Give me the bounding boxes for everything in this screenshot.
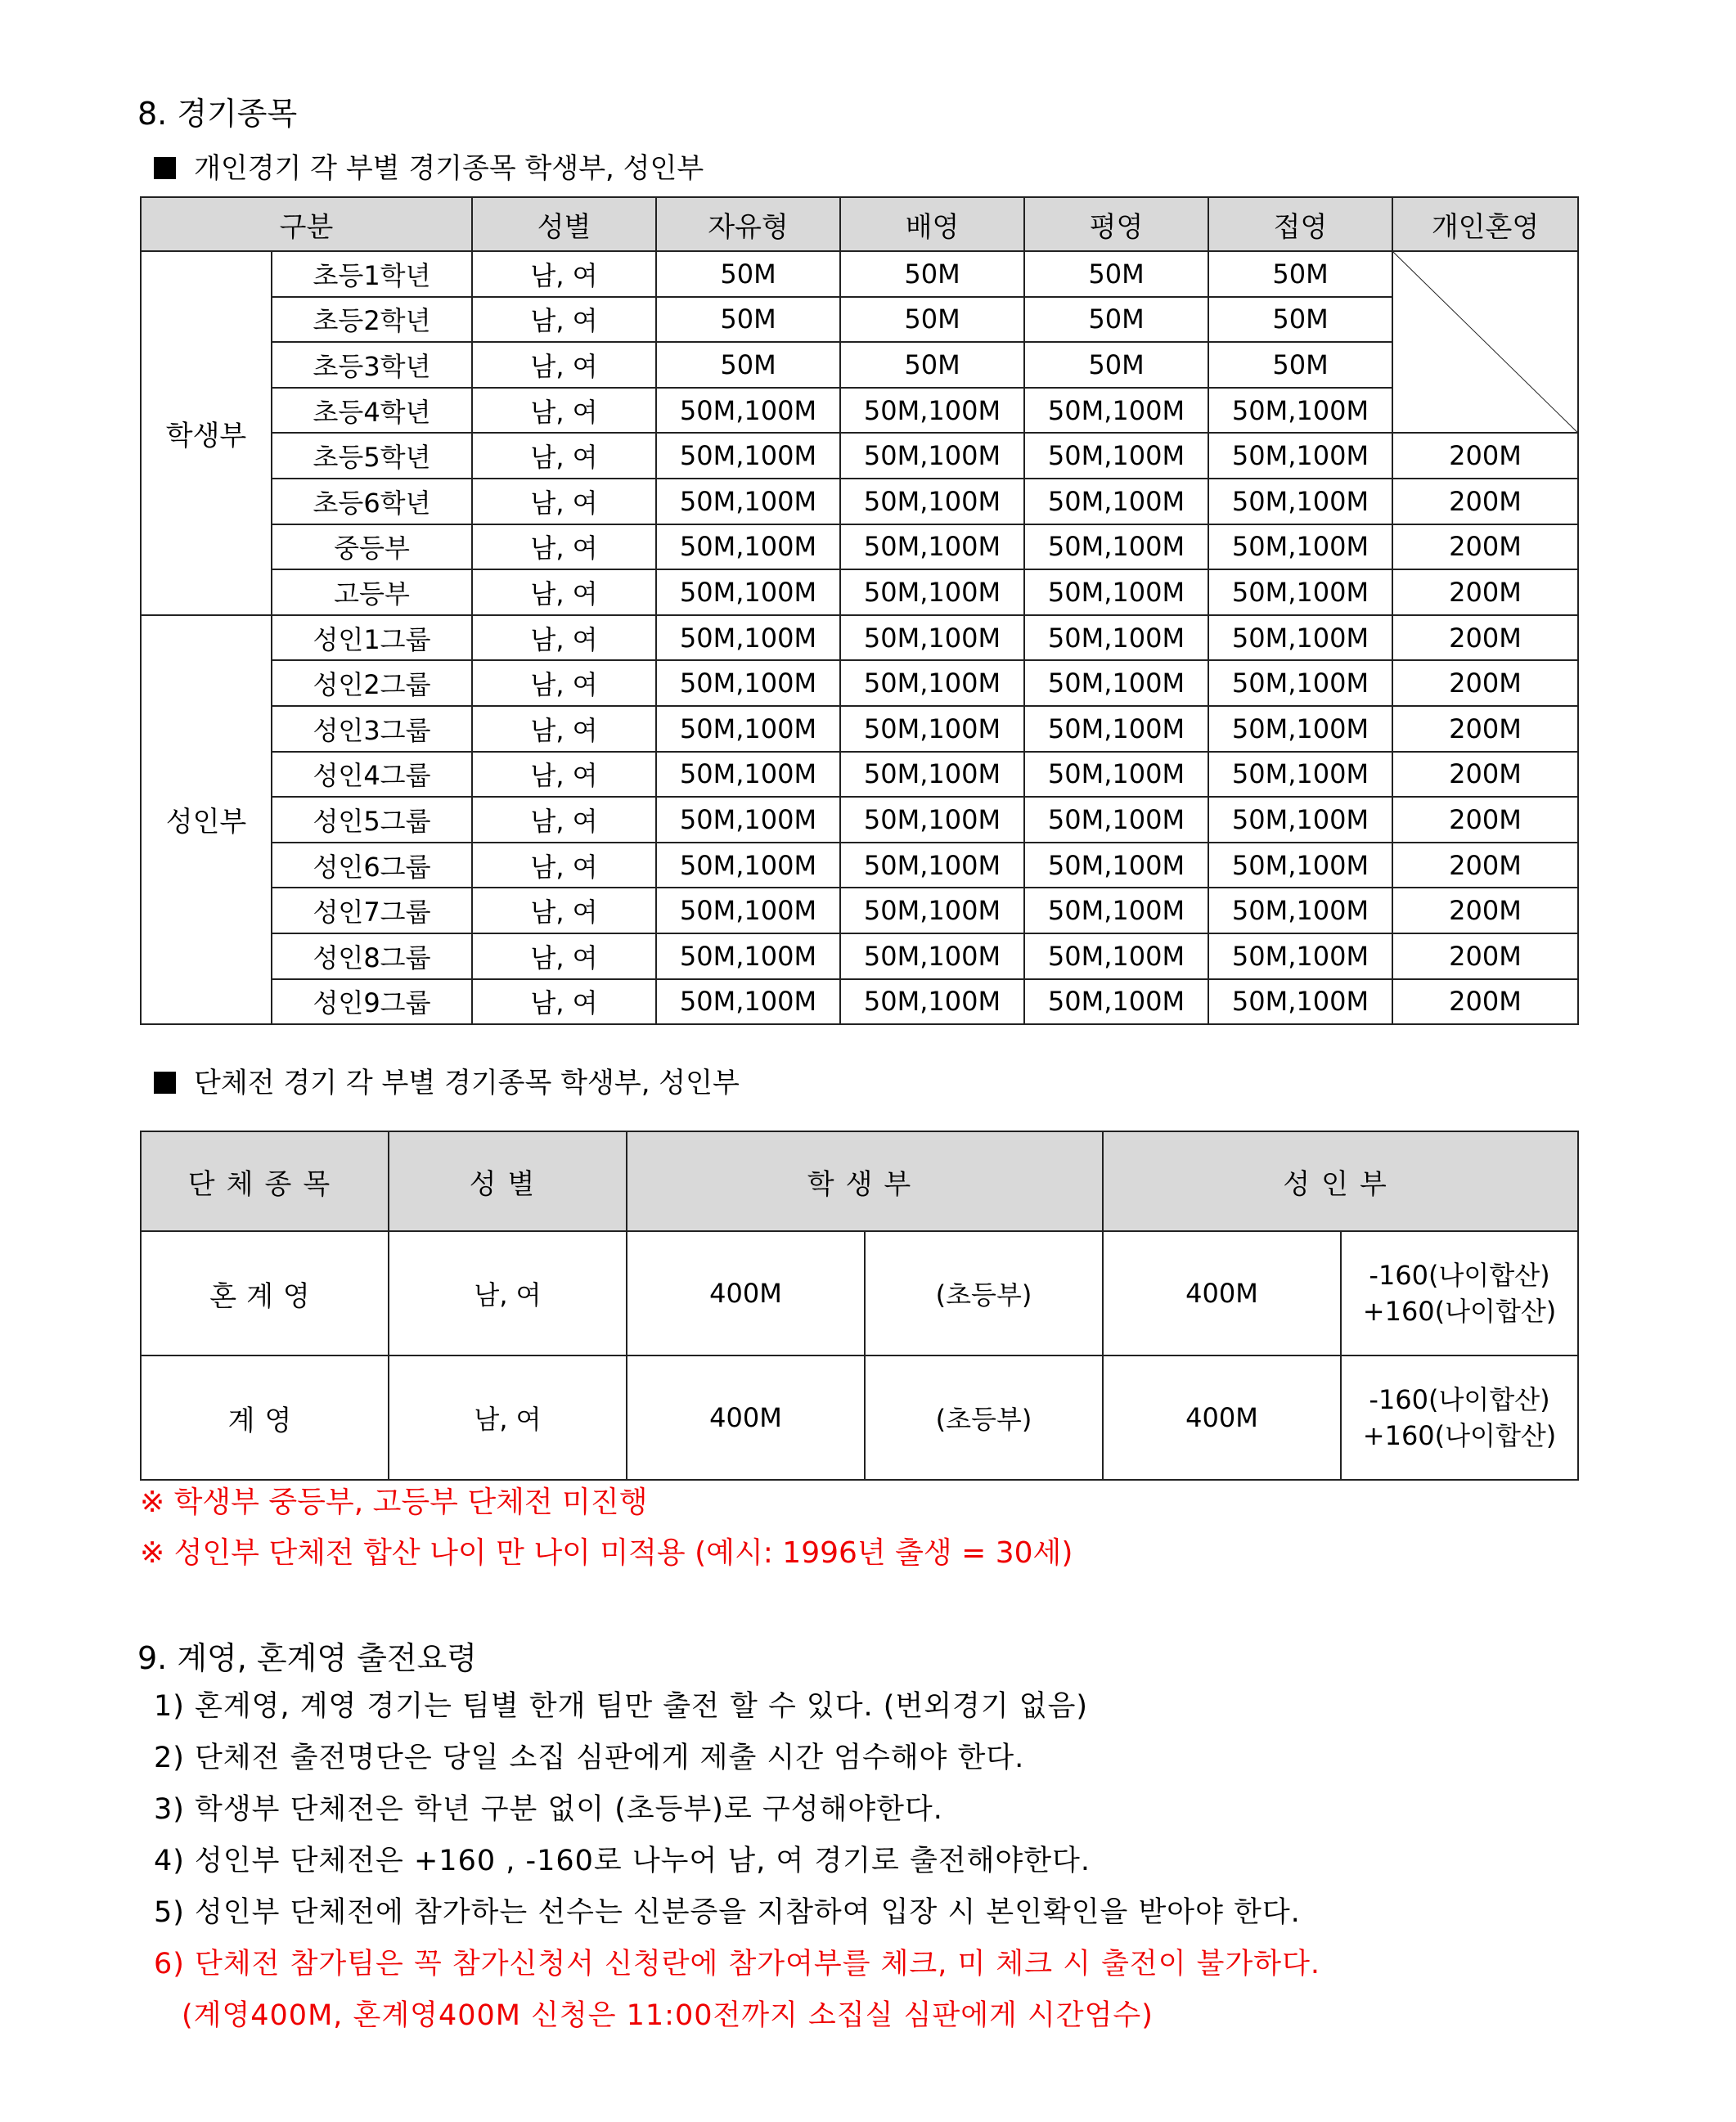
category-cell: 성인2그룹: [272, 660, 472, 706]
individual-table-row: [141, 933, 1578, 979]
category-cell: 초등3학년: [272, 342, 472, 388]
not-applicable-diagonal-cell: [1392, 251, 1578, 433]
team-gender: 남, 여: [389, 1355, 627, 1480]
gender-cell: 남, 여: [472, 433, 656, 479]
backstroke-cell: 50M,100M: [840, 752, 1024, 798]
adult-distance: 400M: [1103, 1355, 1341, 1480]
breaststroke-cell: 50M,100M: [1024, 933, 1208, 979]
individual-medley-cell: 200M: [1392, 843, 1578, 888]
gender-cell: 남, 여: [472, 888, 656, 933]
gender-cell: 남, 여: [472, 524, 656, 570]
freestyle-cell: 50M,100M: [656, 433, 840, 479]
rule-item-4: 4) 성인부 단체전은 +160 , -160로 나누어 남, 여 경기로 출전해야한다.: [154, 1845, 1091, 1877]
freestyle-cell: 50M,100M: [656, 979, 840, 1025]
gender-cell: 남, 여: [472, 979, 656, 1025]
individual-table-row: [141, 524, 1578, 570]
team-gender: 남, 여: [389, 1231, 627, 1355]
butterfly-cell: 50M,100M: [1208, 843, 1392, 888]
category-cell: 성인9그룹: [272, 979, 472, 1025]
freestyle-cell: 50M,100M: [656, 797, 840, 843]
individual-medley-cell: 200M: [1392, 660, 1578, 706]
breaststroke-cell: 50M,100M: [1024, 615, 1208, 661]
breaststroke-cell: 50M,100M: [1024, 479, 1208, 524]
gender-cell: 남, 여: [472, 797, 656, 843]
division-cell: 학생부: [141, 251, 272, 615]
header-breaststroke: 평영: [1024, 197, 1208, 251]
individual-table-row: [141, 569, 1578, 615]
header-freestyle: 자유형: [656, 197, 840, 251]
backstroke-cell: 50M,100M: [840, 433, 1024, 479]
individual-table-row: [141, 479, 1578, 524]
butterfly-cell: 50M,100M: [1208, 615, 1392, 661]
individual-medley-cell: 200M: [1392, 433, 1578, 479]
header-team-gender: 성별: [389, 1131, 627, 1231]
butterfly-cell: 50M,100M: [1208, 660, 1392, 706]
breaststroke-cell: 50M,100M: [1024, 888, 1208, 933]
freestyle-cell: 50M: [656, 251, 840, 297]
backstroke-cell: 50M: [840, 342, 1024, 388]
gender-cell: 남, 여: [472, 569, 656, 615]
backstroke-cell: 50M: [840, 251, 1024, 297]
team-events-table: [140, 1131, 1579, 1481]
freestyle-cell: 50M: [656, 297, 840, 343]
breaststroke-cell: 50M,100M: [1024, 843, 1208, 888]
category-cell: 성인1그룹: [272, 615, 472, 661]
butterfly-cell: 50M,100M: [1208, 706, 1392, 752]
butterfly-cell: 50M: [1208, 297, 1392, 343]
freestyle-cell: 50M,100M: [656, 752, 840, 798]
individual-table-row: [141, 297, 1578, 343]
freestyle-cell: 50M,100M: [656, 479, 840, 524]
freestyle-cell: 50M,100M: [656, 615, 840, 661]
backstroke-cell: 50M,100M: [840, 569, 1024, 615]
rule-item-2: 2) 단체전 출전명단은 당일 소집 심판에게 제출 시간 엄수해야 한다.: [154, 1742, 1025, 1774]
individual-medley-cell: 200M: [1392, 615, 1578, 661]
butterfly-cell: 50M,100M: [1208, 433, 1392, 479]
individual-medley-cell: 200M: [1392, 797, 1578, 843]
individual-table-row: [141, 660, 1578, 706]
individual-events-table: [140, 196, 1579, 1025]
section8-heading: 8. 경기종목: [137, 96, 298, 132]
black-square-bullet-icon: [154, 157, 176, 179]
breaststroke-cell: 50M,100M: [1024, 797, 1208, 843]
category-cell: 초등6학년: [272, 479, 472, 524]
adult-note-plus: +160(나이합산): [1362, 1296, 1557, 1327]
rule-item-5: 5) 성인부 단체전에 참가하는 선수는 신분증을 지참하여 입장 시 본인확인을 받아야 한다.: [154, 1896, 1301, 1929]
gender-cell: 남, 여: [472, 251, 656, 297]
backstroke-cell: 50M,100M: [840, 888, 1024, 933]
butterfly-cell: 50M,100M: [1208, 797, 1392, 843]
backstroke-cell: 50M,100M: [840, 979, 1024, 1025]
rule-item-1: 1) 혼계영, 계영 경기는 팀별 한개 팀만 출전 할 수 있다. (번외경기 없음): [154, 1690, 1089, 1723]
backstroke-cell: 50M,100M: [840, 797, 1024, 843]
note-adult-age-sum: ※ 성인부 단체전 합산 나이 만 나이 미적용 (예시: 1996년 출생 = 30세): [140, 1536, 1073, 1570]
header-butterfly: 접영: [1208, 197, 1392, 251]
gender-cell: 남, 여: [472, 388, 656, 434]
header-adult-division: 성인부: [1103, 1131, 1578, 1231]
category-cell: 초등2학년: [272, 297, 472, 343]
breaststroke-cell: 50M: [1024, 251, 1208, 297]
note-student-team-events: ※ 학생부 중등부, 고등부 단체전 미진행: [140, 1486, 648, 1519]
butterfly-cell: 50M,100M: [1208, 479, 1392, 524]
breaststroke-cell: 50M,100M: [1024, 660, 1208, 706]
gender-cell: 남, 여: [472, 843, 656, 888]
team-section-title-text: 단체전 경기 각 부별 경기종목 학생부, 성인부: [194, 1067, 740, 1099]
individual-medley-cell: 200M: [1392, 933, 1578, 979]
backstroke-cell: 50M,100M: [840, 388, 1024, 434]
header-student-division: 학생부: [627, 1131, 1103, 1231]
individual-table-row: [141, 706, 1578, 752]
header-category: 구분: [141, 197, 472, 251]
individual-section-title: [154, 146, 704, 186]
individual-table-row: [141, 251, 1578, 297]
breaststroke-cell: 50M,100M: [1024, 524, 1208, 570]
team-event: 혼계영: [141, 1231, 389, 1355]
individual-table-row: [141, 433, 1578, 479]
adult-age-note: [1341, 1355, 1578, 1480]
gender-cell: 남, 여: [472, 615, 656, 661]
adult-note-minus: -160(나이합산): [1369, 1384, 1550, 1415]
backstroke-cell: 50M,100M: [840, 524, 1024, 570]
category-cell: 성인5그룹: [272, 797, 472, 843]
breaststroke-cell: 50M,100M: [1024, 388, 1208, 434]
header-backstroke: 배영: [840, 197, 1024, 251]
butterfly-cell: 50M: [1208, 251, 1392, 297]
header-individual-medley: 개인혼영: [1392, 197, 1578, 251]
butterfly-cell: 50M,100M: [1208, 979, 1392, 1025]
freestyle-cell: 50M,100M: [656, 933, 840, 979]
backstroke-cell: 50M,100M: [840, 843, 1024, 888]
individual-medley-cell: 200M: [1392, 569, 1578, 615]
backstroke-cell: 50M,100M: [840, 706, 1024, 752]
gender-cell: 남, 여: [472, 479, 656, 524]
gender-cell: 남, 여: [472, 297, 656, 343]
butterfly-cell: 50M,100M: [1208, 569, 1392, 615]
team-row-medley-relay: [141, 1231, 1578, 1355]
freestyle-cell: 50M,100M: [656, 524, 840, 570]
header-team-event: 단체종목: [141, 1131, 389, 1231]
gender-cell: 남, 여: [472, 752, 656, 798]
team-row-freestyle-relay: [141, 1355, 1578, 1480]
category-cell: 성인7그룹: [272, 888, 472, 933]
breaststroke-cell: 50M,100M: [1024, 979, 1208, 1025]
individual-table-row: [141, 388, 1578, 434]
individual-table-row: [141, 843, 1578, 888]
individual-medley-cell: 200M: [1392, 752, 1578, 798]
individual-medley-cell: 200M: [1392, 706, 1578, 752]
individual-table-row: [141, 615, 1578, 661]
freestyle-cell: 50M,100M: [656, 706, 840, 752]
adult-note-plus: +160(나이합산): [1362, 1420, 1557, 1451]
black-square-bullet-icon: [154, 1072, 176, 1094]
student-distance: 400M: [627, 1231, 865, 1355]
student-note: (초등부): [865, 1231, 1103, 1355]
breaststroke-cell: 50M: [1024, 342, 1208, 388]
category-cell: 고등부: [272, 569, 472, 615]
breaststroke-cell: 50M,100M: [1024, 433, 1208, 479]
student-distance: 400M: [627, 1355, 865, 1480]
backstroke-cell: 50M,100M: [840, 479, 1024, 524]
individual-medley-cell: 200M: [1392, 479, 1578, 524]
diagonal-line-icon: [1393, 252, 1577, 432]
breaststroke-cell: 50M,100M: [1024, 706, 1208, 752]
freestyle-cell: 50M,100M: [656, 388, 840, 434]
adult-age-note: [1341, 1231, 1578, 1355]
individual-medley-cell: 200M: [1392, 524, 1578, 570]
individual-table-row: [141, 752, 1578, 798]
gender-cell: 남, 여: [472, 342, 656, 388]
rule-item-6: 6) 단체전 참가팀은 꼭 참가신청서 신청란에 참가여부를 체크, 미 체크 시 출전이 불가하다.: [154, 1948, 1321, 1980]
individual-section-title-text: 개인경기 각 부별 경기종목 학생부, 성인부: [194, 152, 704, 185]
category-cell: 초등5학년: [272, 433, 472, 479]
category-cell: 초등4학년: [272, 388, 472, 434]
backstroke-cell: 50M,100M: [840, 933, 1024, 979]
rule-item-6-detail: (계영400M, 혼계영400M 신청은 11:00전까지 소집실 심판에게 시간엄수): [182, 1999, 1154, 2032]
individual-table-row: [141, 342, 1578, 388]
adult-distance: 400M: [1103, 1231, 1341, 1355]
freestyle-cell: 50M,100M: [656, 888, 840, 933]
category-cell: 성인8그룹: [272, 933, 472, 979]
individual-table-header: [141, 197, 1578, 251]
gender-cell: 남, 여: [472, 706, 656, 752]
category-cell: 성인4그룹: [272, 752, 472, 798]
backstroke-cell: 50M,100M: [840, 660, 1024, 706]
category-cell: 성인3그룹: [272, 706, 472, 752]
category-cell: 중등부: [272, 524, 472, 570]
breaststroke-cell: 50M,100M: [1024, 569, 1208, 615]
butterfly-cell: 50M,100M: [1208, 933, 1392, 979]
butterfly-cell: 50M,100M: [1208, 388, 1392, 434]
individual-table-row: [141, 888, 1578, 933]
header-gender: 성별: [472, 197, 656, 251]
rule-item-3: 3) 학생부 단체전은 학년 구분 없이 (초등부)로 구성해야한다.: [154, 1793, 943, 1826]
breaststroke-cell: 50M: [1024, 297, 1208, 343]
individual-table-row: [141, 797, 1578, 843]
freestyle-cell: 50M,100M: [656, 569, 840, 615]
team-table-header: [141, 1131, 1578, 1231]
butterfly-cell: 50M,100M: [1208, 752, 1392, 798]
freestyle-cell: 50M,100M: [656, 660, 840, 706]
gender-cell: 남, 여: [472, 660, 656, 706]
freestyle-cell: 50M,100M: [656, 843, 840, 888]
team-event: 계영: [141, 1355, 389, 1480]
adult-note-minus: -160(나이합산): [1369, 1260, 1550, 1291]
section9-heading: 9. 계영, 혼계영 출전요령: [137, 1640, 477, 1676]
individual-medley-cell: 200M: [1392, 979, 1578, 1025]
category-cell: 성인6그룹: [272, 843, 472, 888]
backstroke-cell: 50M: [840, 297, 1024, 343]
category-cell: 초등1학년: [272, 251, 472, 297]
breaststroke-cell: 50M,100M: [1024, 752, 1208, 798]
team-section-title: [154, 1060, 740, 1100]
butterfly-cell: 50M,100M: [1208, 888, 1392, 933]
freestyle-cell: 50M: [656, 342, 840, 388]
backstroke-cell: 50M,100M: [840, 615, 1024, 661]
division-cell: 성인부: [141, 615, 272, 1024]
individual-table-row: [141, 979, 1578, 1025]
individual-medley-cell: 200M: [1392, 888, 1578, 933]
butterfly-cell: 50M,100M: [1208, 524, 1392, 570]
student-note: (초등부): [865, 1355, 1103, 1480]
gender-cell: 남, 여: [472, 933, 656, 979]
butterfly-cell: 50M: [1208, 342, 1392, 388]
